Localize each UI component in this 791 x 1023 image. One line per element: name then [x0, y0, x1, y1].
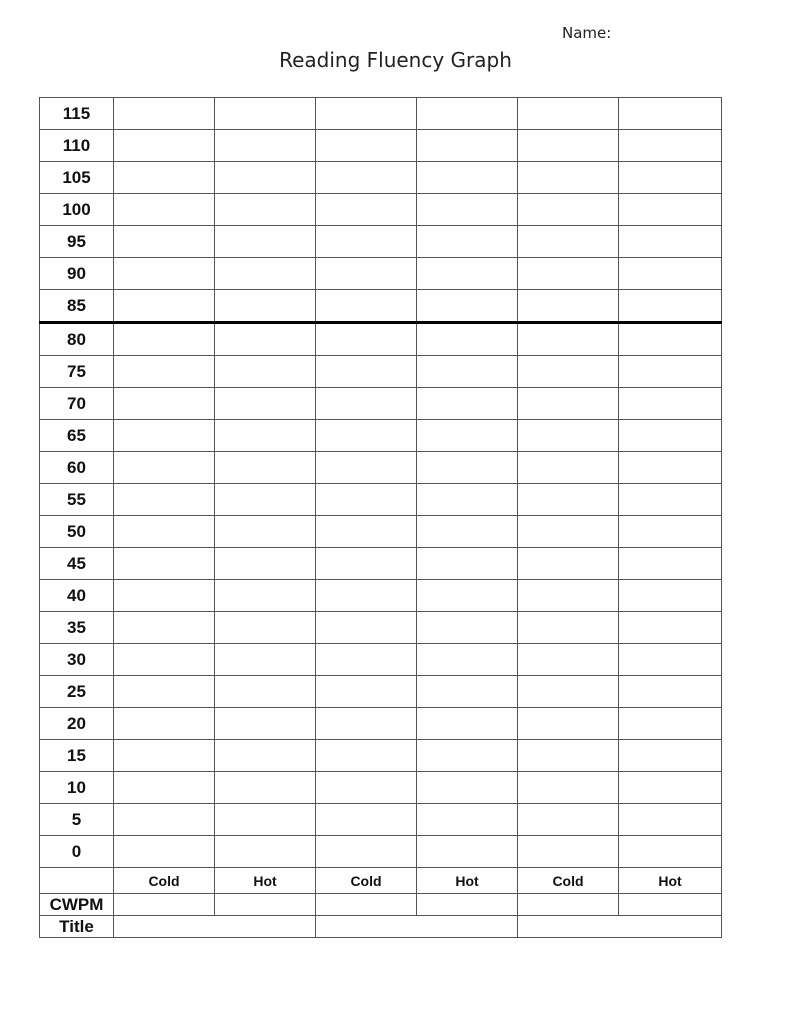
graph-cell[interactable]	[316, 130, 417, 162]
graph-cell[interactable]	[619, 323, 722, 356]
graph-cell[interactable]	[417, 194, 518, 226]
score-label: 65	[40, 420, 114, 452]
graph-cell[interactable]	[316, 740, 417, 772]
score-row	[40, 836, 722, 868]
score-label: 105	[40, 162, 114, 194]
graph-cell[interactable]	[316, 644, 417, 676]
graph-cell[interactable]	[619, 740, 722, 772]
score-row	[40, 258, 722, 290]
graph-cell[interactable]	[114, 258, 215, 290]
title-cell[interactable]	[518, 916, 722, 938]
graph-cell[interactable]	[417, 516, 518, 548]
graph-cell[interactable]	[417, 323, 518, 356]
graph-cell[interactable]	[518, 612, 619, 644]
graph-cell[interactable]	[316, 580, 417, 612]
graph-cell[interactable]	[316, 226, 417, 258]
graph-cell[interactable]	[215, 226, 316, 258]
score-label: 115	[40, 98, 114, 130]
graph-cell[interactable]	[619, 836, 722, 868]
graph-cell[interactable]	[114, 676, 215, 708]
graph-cell[interactable]	[114, 740, 215, 772]
graph-cell[interactable]	[518, 356, 619, 388]
graph-cell[interactable]	[417, 130, 518, 162]
score-label: 110	[40, 130, 114, 162]
graph-cell[interactable]	[114, 804, 215, 836]
blank-cell	[40, 868, 114, 894]
graph-cell[interactable]	[215, 130, 316, 162]
graph-cell[interactable]	[316, 804, 417, 836]
graph-cell[interactable]	[518, 162, 619, 194]
graph-cell[interactable]	[619, 676, 722, 708]
graph-cell[interactable]	[114, 130, 215, 162]
graph-cell[interactable]	[518, 548, 619, 580]
graph-cell[interactable]	[316, 323, 417, 356]
graph-cell[interactable]	[619, 226, 722, 258]
graph-cell[interactable]	[518, 388, 619, 420]
graph-cell[interactable]	[417, 98, 518, 130]
score-row	[40, 226, 722, 258]
score-row	[40, 162, 722, 194]
graph-cell[interactable]	[518, 484, 619, 516]
score-row	[40, 548, 722, 580]
graph-cell[interactable]	[619, 130, 722, 162]
cwpm-cell[interactable]	[417, 894, 518, 916]
score-row	[40, 420, 722, 452]
cwpm-cell[interactable]	[619, 894, 722, 916]
score-row	[40, 323, 722, 356]
score-label: 5	[40, 804, 114, 836]
graph-cell[interactable]	[417, 708, 518, 740]
title-label: Title	[40, 916, 114, 938]
graph-cell[interactable]	[417, 676, 518, 708]
graph-cell[interactable]	[215, 708, 316, 740]
graph-cell[interactable]	[114, 836, 215, 868]
graph-cell[interactable]	[619, 612, 722, 644]
graph-cell[interactable]	[619, 98, 722, 130]
graph-cell[interactable]	[518, 580, 619, 612]
graph-cell[interactable]	[215, 290, 316, 323]
name-label: Name:	[562, 24, 612, 42]
graph-cell[interactable]	[114, 612, 215, 644]
graph-cell[interactable]	[215, 420, 316, 452]
score-row	[40, 484, 722, 516]
cwpm-cell[interactable]	[114, 894, 215, 916]
graph-cell[interactable]	[316, 452, 417, 484]
score-label: 55	[40, 484, 114, 516]
graph-cell[interactable]	[114, 644, 215, 676]
graph-cell[interactable]	[619, 388, 722, 420]
graph-cell[interactable]	[417, 258, 518, 290]
graph-cell[interactable]	[114, 452, 215, 484]
score-label: 45	[40, 548, 114, 580]
graph-cell[interactable]	[619, 290, 722, 323]
graph-cell[interactable]	[215, 194, 316, 226]
graph-cell[interactable]	[215, 740, 316, 772]
graph-cell[interactable]	[316, 676, 417, 708]
graph-cell[interactable]	[417, 612, 518, 644]
graph-cell[interactable]	[316, 98, 417, 130]
title-cell[interactable]	[114, 916, 316, 938]
score-row	[40, 516, 722, 548]
score-row	[40, 708, 722, 740]
graph-cell[interactable]	[417, 548, 518, 580]
graph-cell[interactable]	[114, 162, 215, 194]
cwpm-cell[interactable]	[518, 894, 619, 916]
graph-cell[interactable]	[518, 772, 619, 804]
graph-cell[interactable]	[417, 420, 518, 452]
cwpm-row	[40, 894, 722, 916]
graph-cell[interactable]	[215, 516, 316, 548]
graph-cell[interactable]	[114, 772, 215, 804]
graph-cell[interactable]	[417, 452, 518, 484]
graph-cell[interactable]	[215, 612, 316, 644]
score-row	[40, 612, 722, 644]
graph-cell[interactable]	[619, 356, 722, 388]
score-label: 0	[40, 836, 114, 868]
cwpm-cell[interactable]	[215, 894, 316, 916]
graph-cell[interactable]	[619, 452, 722, 484]
graph-cell[interactable]	[417, 226, 518, 258]
graph-cell[interactable]	[619, 548, 722, 580]
graph-cell[interactable]	[114, 548, 215, 580]
graph-cell[interactable]	[316, 162, 417, 194]
graph-cell[interactable]	[215, 258, 316, 290]
score-row	[40, 356, 722, 388]
graph-cell[interactable]	[518, 130, 619, 162]
graph-cell[interactable]	[518, 676, 619, 708]
graph-cell[interactable]	[619, 772, 722, 804]
score-label: 75	[40, 356, 114, 388]
title-row	[40, 916, 722, 938]
score-label: 30	[40, 644, 114, 676]
graph-cell[interactable]	[114, 580, 215, 612]
graph-cell[interactable]	[316, 194, 417, 226]
graph-cell[interactable]	[215, 323, 316, 356]
graph-cell[interactable]	[518, 420, 619, 452]
graph-cell[interactable]	[619, 804, 722, 836]
graph-cell[interactable]	[316, 836, 417, 868]
graph-cell[interactable]	[417, 644, 518, 676]
column-label: Hot	[417, 868, 518, 894]
graph-cell[interactable]	[215, 162, 316, 194]
graph-cell[interactable]	[518, 644, 619, 676]
graph-cell[interactable]	[114, 708, 215, 740]
graph-cell[interactable]	[215, 388, 316, 420]
score-label: 90	[40, 258, 114, 290]
column-label: Cold	[316, 868, 417, 894]
graph-cell[interactable]	[316, 420, 417, 452]
graph-cell[interactable]	[518, 740, 619, 772]
score-label: 100	[40, 194, 114, 226]
score-label: 80	[40, 323, 114, 356]
page-title: Reading Fluency Graph	[279, 48, 512, 72]
graph-cell[interactable]	[417, 290, 518, 323]
graph-cell[interactable]	[215, 98, 316, 130]
score-row	[40, 290, 722, 323]
graph-cell[interactable]	[518, 226, 619, 258]
column-label: Hot	[619, 868, 722, 894]
score-row	[40, 740, 722, 772]
graph-cell[interactable]	[518, 804, 619, 836]
graph-cell[interactable]	[114, 388, 215, 420]
score-row	[40, 130, 722, 162]
score-label: 40	[40, 580, 114, 612]
graph-cell[interactable]	[619, 162, 722, 194]
graph-cell[interactable]	[619, 420, 722, 452]
graph-cell[interactable]	[316, 516, 417, 548]
graph-cell[interactable]	[114, 323, 215, 356]
graph-cell[interactable]	[619, 258, 722, 290]
score-row	[40, 580, 722, 612]
score-label: 35	[40, 612, 114, 644]
graph-cell[interactable]	[215, 644, 316, 676]
cwpm-label: CWPM	[40, 894, 114, 916]
score-label: 85	[40, 290, 114, 323]
title-cell[interactable]	[316, 916, 518, 938]
graph-cell[interactable]	[518, 290, 619, 323]
graph-cell[interactable]	[215, 836, 316, 868]
graph-cell[interactable]	[114, 194, 215, 226]
graph-cell[interactable]	[114, 290, 215, 323]
score-label: 10	[40, 772, 114, 804]
graph-cell[interactable]	[316, 772, 417, 804]
graph-cell[interactable]	[316, 484, 417, 516]
graph-cell[interactable]	[114, 420, 215, 452]
graph-cell[interactable]	[114, 226, 215, 258]
score-label: 15	[40, 740, 114, 772]
column-label: Cold	[114, 868, 215, 894]
score-row	[40, 388, 722, 420]
cwpm-cell[interactable]	[316, 894, 417, 916]
graph-cell[interactable]	[417, 740, 518, 772]
graph-cell[interactable]	[518, 708, 619, 740]
graph-cell[interactable]	[518, 194, 619, 226]
graph-cell[interactable]	[619, 708, 722, 740]
score-row	[40, 676, 722, 708]
score-row	[40, 194, 722, 226]
score-label: 70	[40, 388, 114, 420]
graph-cell[interactable]	[417, 162, 518, 194]
score-label: 60	[40, 452, 114, 484]
graph-cell[interactable]	[417, 356, 518, 388]
graph-cell[interactable]	[417, 580, 518, 612]
graph-cell[interactable]	[619, 644, 722, 676]
graph-cell[interactable]	[215, 548, 316, 580]
column-label-row	[40, 868, 722, 894]
score-row	[40, 804, 722, 836]
graph-cell[interactable]	[619, 194, 722, 226]
graph-cell[interactable]	[417, 836, 518, 868]
score-label: 95	[40, 226, 114, 258]
graph-cell[interactable]	[518, 452, 619, 484]
graph-cell[interactable]	[417, 804, 518, 836]
grid-body	[40, 98, 722, 938]
graph-cell[interactable]	[619, 580, 722, 612]
column-label: Cold	[518, 868, 619, 894]
graph-cell[interactable]	[316, 356, 417, 388]
graph-cell[interactable]	[518, 516, 619, 548]
graph-cell[interactable]	[619, 516, 722, 548]
graph-cell[interactable]	[619, 484, 722, 516]
graph-cell[interactable]	[114, 98, 215, 130]
graph-cell[interactable]	[518, 836, 619, 868]
graph-cell[interactable]	[215, 484, 316, 516]
score-row	[40, 644, 722, 676]
graph-cell[interactable]	[417, 484, 518, 516]
score-label: 20	[40, 708, 114, 740]
score-row	[40, 452, 722, 484]
graph-cell[interactable]	[215, 580, 316, 612]
score-row	[40, 98, 722, 130]
graph-cell[interactable]	[114, 356, 215, 388]
graph-cell[interactable]	[316, 290, 417, 323]
fluency-grid	[39, 97, 722, 938]
graph-cell[interactable]	[114, 516, 215, 548]
graph-cell[interactable]	[215, 676, 316, 708]
graph-cell[interactable]	[215, 772, 316, 804]
score-row	[40, 772, 722, 804]
graph-cell[interactable]	[518, 98, 619, 130]
graph-cell[interactable]	[417, 772, 518, 804]
graph-cell[interactable]	[316, 258, 417, 290]
score-label: 50	[40, 516, 114, 548]
column-label: Hot	[215, 868, 316, 894]
graph-cell[interactable]	[518, 258, 619, 290]
score-label: 25	[40, 676, 114, 708]
graph-cell[interactable]	[518, 323, 619, 356]
graph-cell[interactable]	[417, 388, 518, 420]
graph-cell[interactable]	[316, 708, 417, 740]
graph-cell[interactable]	[215, 804, 316, 836]
graph-cell[interactable]	[316, 548, 417, 580]
graph-cell[interactable]	[215, 356, 316, 388]
graph-cell[interactable]	[215, 452, 316, 484]
graph-cell[interactable]	[114, 484, 215, 516]
graph-cell[interactable]	[316, 612, 417, 644]
graph-cell[interactable]	[316, 388, 417, 420]
